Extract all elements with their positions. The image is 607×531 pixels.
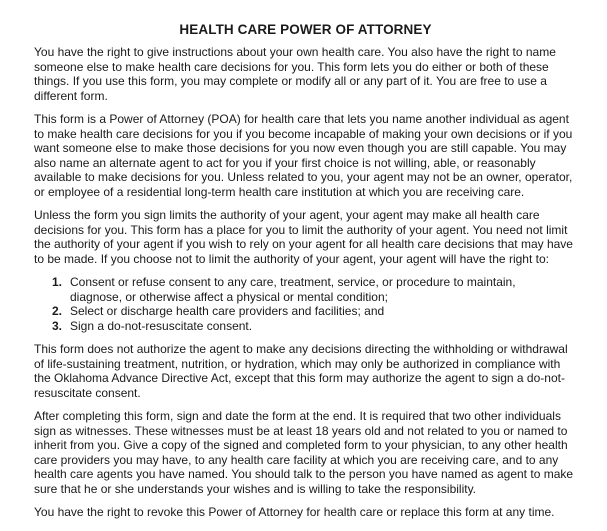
list-item [34, 319, 577, 334]
intro-paragraph: You have the right to give instructions about your own health care. You also have the right to name someone else to make health care decisions for you. This form lets you do either or both of these things. If you use this form, you may complete or modify all or any part of it. You are free to use a different form. [34, 45, 556, 103]
agent-authority-paragraph: Unless the form you sign limits the authority of your agent, your agent may make all health care decisions for you. This form has a place for you to limit the authority of your agent. You need not limit the authority of your agent if you wish to rely on your agent for all health care decisions that may have to be made. If you choose not to limit the authority of your agent, your agent will have the right to: [34, 208, 573, 266]
revocation-paragraph: You have the right to revoke this Power of Attorney for health care or replace this form at any time. [34, 505, 555, 520]
signing-instructions-paragraph: After completing this form, sign and date the form at the end. It is required that two other individuals sign as witnesses. These witnesses must be at least 18 years old and not related to you or named to inherit from you. Give a copy of the signed and completed form to your physician, to any other health care providers you may have, to any health care facility at which you are receiving care, and to any health care agents you have named. You should talk to the person you have named as agent to make sure that he or she understands your wishes and is willing to take the responsibility. [34, 409, 574, 496]
list-item [34, 304, 577, 319]
poa-description-paragraph: This form is a Power of Attorney (POA) for health care that lets you name another individual as agent to make health care decisions for you if you become incapable of making your own decisions or if you want someone else to make those decisions for you now even though you are still capable. You may also name an alternate agent to act for you if your first choice is not willing, able, or reasonably available to make decisions for you. Unless related to you, your agent may not be an owner, operator, or employee of a residential long-term health care institution at which you are receiving care. [34, 111, 573, 199]
list-item-text: Select or discharge health care providers and facilities; and [70, 304, 385, 319]
life-sustaining-paragraph: This form does not authorize the agent to make any decisions directing the withholding or withdrawal of life-sustaining treatment, nutrition, or hydration, which may only be authorized in compliance with the Oklahoma Advance Directive Act, except that this form may authorize the agent to sign a do-not-resuscitate consent. [34, 342, 568, 400]
list-item-text: Sign a do-not-resuscitate consent. [70, 318, 253, 333]
document-title: HEALTH CARE POWER OF ATTORNEY [179, 22, 432, 37]
list-item [34, 275, 577, 304]
agent-rights-list [34, 275, 577, 333]
list-item-text: Consent or refuse consent to any care, treatment, service, or procedure to maintain, diagnose, or otherwise affect a physical or mental condition; [70, 275, 516, 304]
list-item-number: 2. [52, 304, 63, 319]
list-item-number: 1. [52, 275, 63, 290]
list-item-number: 3. [52, 318, 63, 333]
